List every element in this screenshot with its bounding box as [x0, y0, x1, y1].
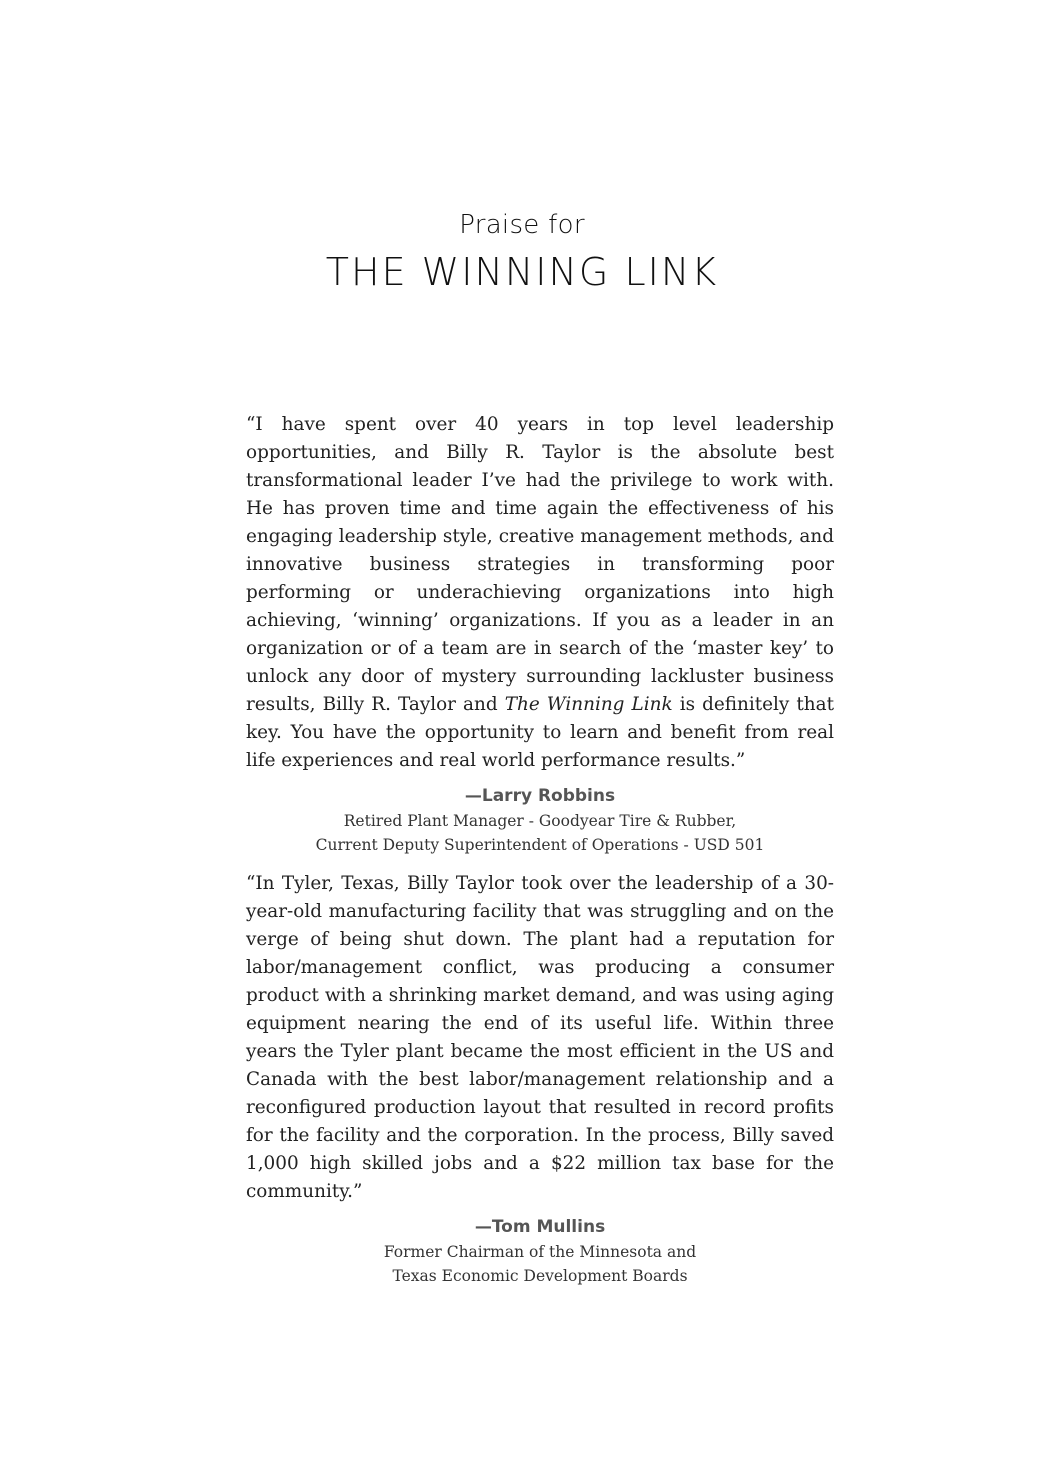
praise-heading: Praise for	[459, 210, 585, 240]
testimonial-quote	[246, 411, 834, 775]
author-role: Retired Plant Manager - Goodyear Tire & Rubber,	[343, 812, 737, 830]
author-role-2: Texas Economic Development Boards	[392, 1267, 688, 1285]
author-name: —Larry Robbins	[464, 786, 616, 806]
book-title-italic: The Winning Link	[504, 694, 673, 715]
attribution	[246, 783, 834, 857]
testimonial-2	[246, 870, 834, 1288]
author-role: Former Chairman of the Minnesota and	[383, 1243, 697, 1261]
quote-text-end: is definitely that key. You have the opportunity to learn and benefit from real life experiences and real world performance results.”	[246, 694, 834, 771]
book-title: THE WINNING LINK	[325, 250, 719, 294]
testimonial-1	[246, 411, 834, 857]
quote-text: “I have spent over 40 years in top level leadership opportunities, and Billy R. Taylor is the absolute best transformational leader I’ve had the privilege to work with. He has proven time and time again the effectiveness of his engaging leadership style, creative management methods, and innovative business strategies in transforming poor performing or underachieving organizations into high achieving, ‘winning’ organizations. If you as a leader in an organization or of a team are in search of the ‘master key’ to unlock any door of mystery surrounding lackluster business results, Billy R. Taylor and	[246, 414, 834, 715]
author-name: —Tom Mullins	[474, 1217, 606, 1237]
author-role-2: Current Deputy Superintendent of Operations - USD 501	[315, 836, 765, 854]
testimonial-quote: “In Tyler, Texas, Billy Taylor took over the leadership of a 30-year-old manufacturing facility that was struggling and on the verge of being shut down. The plant had a reputation for labor/management conflict, was producing a consumer product with a shrinking market demand, and was using aging equipment nearing the end of its useful life. Within three years the Tyler plant became the most efficient in the US and Canada with the best labor/management relationship and a reconfigured production layout that resulted in record profits for the facility and the corporation. In the process, Billy saved 1,000 high skilled jobs and a $22 million tax base for the community.”	[246, 873, 834, 1202]
attribution	[246, 1214, 834, 1288]
